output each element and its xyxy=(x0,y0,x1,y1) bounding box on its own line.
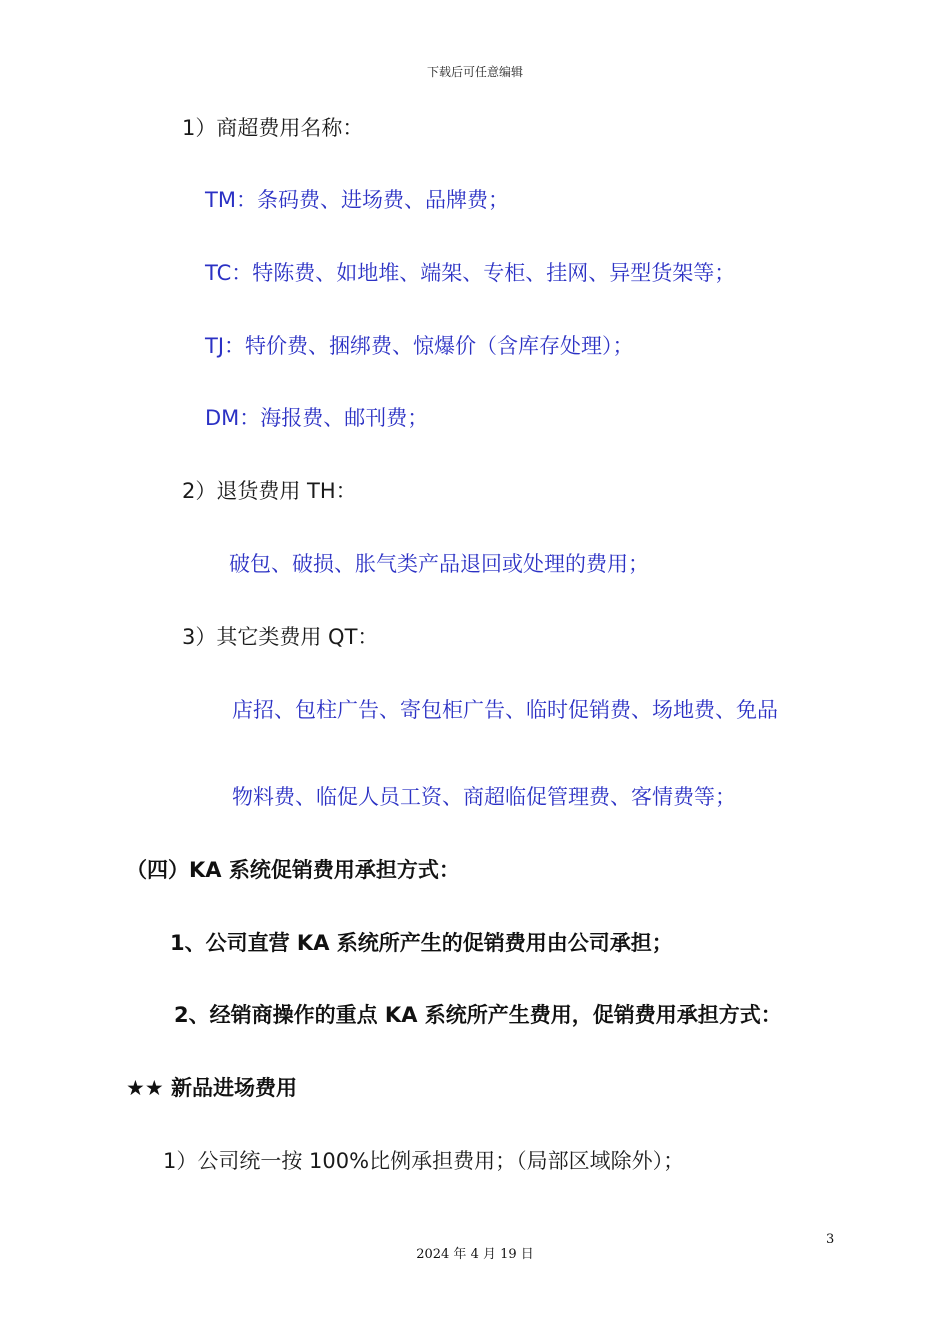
section-item-2-title: 2）退货费用 TH： xyxy=(182,479,357,503)
new-product-heading: ★★ 新品进场费用 xyxy=(126,1076,297,1100)
section-item-3-title: 3）其它类费用 QT： xyxy=(182,625,379,649)
fee-line-tm: TM：条码费、进场费、品牌费； xyxy=(205,188,509,212)
new-product-item-1: 1）公司统一按 100%比例承担费用；（局部区域除外）； xyxy=(163,1149,685,1173)
fee-line-tj: TJ：特价费、捆绑费、惊爆价（含库存处理）； xyxy=(205,334,634,358)
fee-line-qt-1: 店招、包柱广告、寄包柜广告、临时促销费、场地费、免品 xyxy=(232,698,778,722)
page-number: 3 xyxy=(826,1232,835,1247)
fee-line-tc: TC：特陈费、如地堆、端架、专柜、挂网、异型货架等； xyxy=(205,261,736,285)
fee-line-qt-2: 物料费、临促人员工资、商超临促管理费、客情费等； xyxy=(232,785,736,809)
section-item-1-title: 1）商超费用名称： xyxy=(182,116,364,140)
page-header: 下载后可任意编辑 xyxy=(426,65,523,79)
clause-1: 1、公司直营 KA 系统所产生的促销费用由公司承担； xyxy=(170,931,673,955)
fee-line-dm: DM：海报费、邮刊费； xyxy=(205,406,429,430)
fee-line-th: 破包、破损、胀气类产品退回或处理的费用； xyxy=(229,552,649,576)
clause-2: 2、经销商操作的重点 KA 系统所产生费用，促销费用承担方式： xyxy=(174,1003,782,1027)
footer-date: 2024 年 4 月 19 日 xyxy=(416,1247,534,1262)
section-heading-4: （四）KA 系统促销费用承担方式： xyxy=(126,858,460,882)
